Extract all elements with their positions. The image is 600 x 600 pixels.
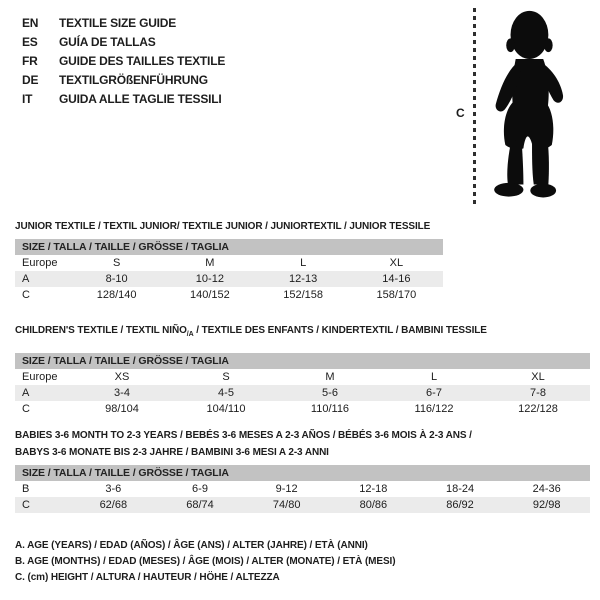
language-title-list [22, 14, 225, 109]
size-value: 86/92 [446, 499, 474, 511]
size-value: 5-6 [322, 387, 338, 399]
table-row [15, 255, 443, 271]
language-code: EN [22, 16, 39, 30]
row-label: A [22, 387, 30, 399]
size-value: 4-5 [218, 387, 234, 399]
baby-figure [452, 6, 582, 212]
size-header-bar: SIZE / TALLA / TAILLE / GRÖSSE / TAGLIA [15, 465, 590, 481]
guide-title: GUIDA ALLE TAGLIE TESSILI [59, 92, 222, 106]
size-value: 122/128 [518, 403, 558, 415]
table-row [15, 481, 590, 497]
language-row [22, 90, 225, 109]
size-value: 62/68 [99, 499, 128, 511]
table-row [15, 369, 590, 385]
size-value: 92/98 [532, 499, 561, 511]
size-value: 98/104 [105, 403, 139, 415]
size-value: 158/170 [376, 289, 417, 301]
size-value: 24-36 [532, 483, 561, 495]
subscript-text: /A [186, 331, 194, 338]
footnotes [15, 538, 395, 586]
language-row [22, 52, 225, 71]
size-value: 6-9 [192, 483, 208, 495]
section-junior-textile [15, 218, 443, 303]
size-header-bar: SIZE / TALLA / TAILLE / GRÖSSE / TAGLIA [15, 353, 590, 369]
size-value: M [205, 257, 215, 269]
size-value: 6-7 [426, 387, 442, 399]
size-value: 18-24 [445, 483, 475, 495]
size-value: XS [114, 371, 130, 383]
section-title-line [15, 444, 590, 461]
row-label: Europe [22, 371, 58, 383]
size-value: 3-6 [105, 483, 122, 495]
footnote-line: A. AGE (YEARS) / EDAD (AÑOS) / ÂGE (ANS) / ALTER (JAHRE) / ETÀ (ANNI) [15, 540, 368, 551]
size-value: M [325, 371, 335, 383]
table-row [15, 271, 443, 287]
row-label: C [22, 403, 30, 415]
language-code: ES [22, 35, 38, 49]
size-value: 10-12 [195, 273, 224, 285]
title-text: CHILDREN'S TEXTILE / TEXTIL NIÑO [15, 325, 187, 336]
size-value: 152/158 [283, 289, 323, 301]
title-text: / TEXTILE DES ENFANTS / KINDERTEXTIL / BAMBINI TESSILE [193, 325, 487, 336]
size-value: 7-8 [530, 387, 546, 399]
size-value: 12-13 [289, 273, 318, 285]
baby-silhouette-icon [483, 8, 569, 208]
language-row [22, 71, 225, 90]
size-table [15, 353, 590, 417]
guide-title: GUÍA DE TALLAS [59, 35, 156, 49]
size-value: S [222, 371, 230, 383]
section-title [15, 322, 590, 343]
section-title-line [15, 322, 590, 343]
size-value: 14-16 [382, 273, 411, 285]
section-title-line [15, 218, 443, 235]
language-row [22, 33, 225, 52]
row-label: C [22, 289, 30, 301]
size-value: 110/116 [310, 403, 350, 415]
language-code: DE [22, 73, 39, 87]
table-row [15, 497, 590, 513]
section-title-line [15, 427, 590, 444]
row-label: B [22, 483, 30, 495]
size-value: 116/122 [414, 403, 454, 415]
size-value: 3-4 [114, 387, 130, 399]
title-text: BABYS 3-6 MONATE BIS 2-3 JAHRE / BAMBINI 3-6 MESI A 2-3 ANNI [15, 447, 329, 458]
section-title [15, 218, 443, 235]
section-title [15, 427, 590, 461]
size-value: S [112, 257, 121, 269]
size-value: 140/152 [189, 289, 230, 301]
size-value: 128/140 [96, 289, 137, 301]
size-value: 8-10 [105, 273, 128, 285]
size-value: L [300, 257, 307, 269]
size-value: 12-18 [359, 483, 388, 495]
size-value: XL [531, 371, 545, 383]
height-dashed-line-icon [473, 8, 476, 208]
guide-title: TEXTILGRÖßENFÜHRUNG [59, 73, 208, 87]
row-label: A [22, 273, 30, 285]
size-table [15, 239, 443, 303]
size-value: 9-12 [275, 483, 298, 495]
size-table [15, 465, 590, 513]
footnote-line: B. AGE (MONTHS) / EDAD (MESES) / ÂGE (MOIS) / ALTER (MONATE) / ETÀ (MESI) [15, 556, 396, 567]
language-code: IT [22, 92, 33, 106]
table-row [15, 385, 590, 401]
size-value: 74/80 [272, 499, 301, 511]
table-row [15, 401, 590, 417]
language-row [22, 14, 225, 33]
size-value: L [430, 371, 438, 383]
size-value: 68/74 [186, 499, 214, 511]
height-measure-label: C [456, 106, 465, 120]
size-value: 104/110 [206, 403, 246, 415]
guide-title: TEXTILE SIZE GUIDE [59, 16, 177, 30]
size-value: 80/86 [359, 499, 388, 511]
footnote-line: C. (cm) HEIGHT / ALTURA / HAUTEUR / HÖHE / ALTEZZA [15, 572, 280, 583]
table-row [15, 287, 443, 303]
guide-title: GUIDE DES TAILLES TEXTILE [59, 54, 226, 68]
section-childrens-textile [15, 322, 590, 417]
row-label: C [22, 499, 30, 511]
row-label: Europe [22, 257, 58, 269]
size-header-bar: SIZE / TALLA / TAILLE / GRÖSSE / TAGLIA [15, 239, 443, 255]
title-text: JUNIOR TEXTILE / TEXTIL JUNIOR/ TEXTILE JUNIOR / JUNIORTEXTIL / JUNIOR TESSILE [15, 221, 431, 232]
language-code: FR [22, 54, 38, 68]
size-value: XL [389, 257, 404, 269]
title-text: BABIES 3-6 MONTH TO 2-3 YEARS / BEBÉS 3-6 MESES A 2-3 AÑOS / BÉBÉS 3-6 MOIS À 2-3 ANS / [15, 430, 472, 441]
section-babies-textile [15, 427, 590, 513]
